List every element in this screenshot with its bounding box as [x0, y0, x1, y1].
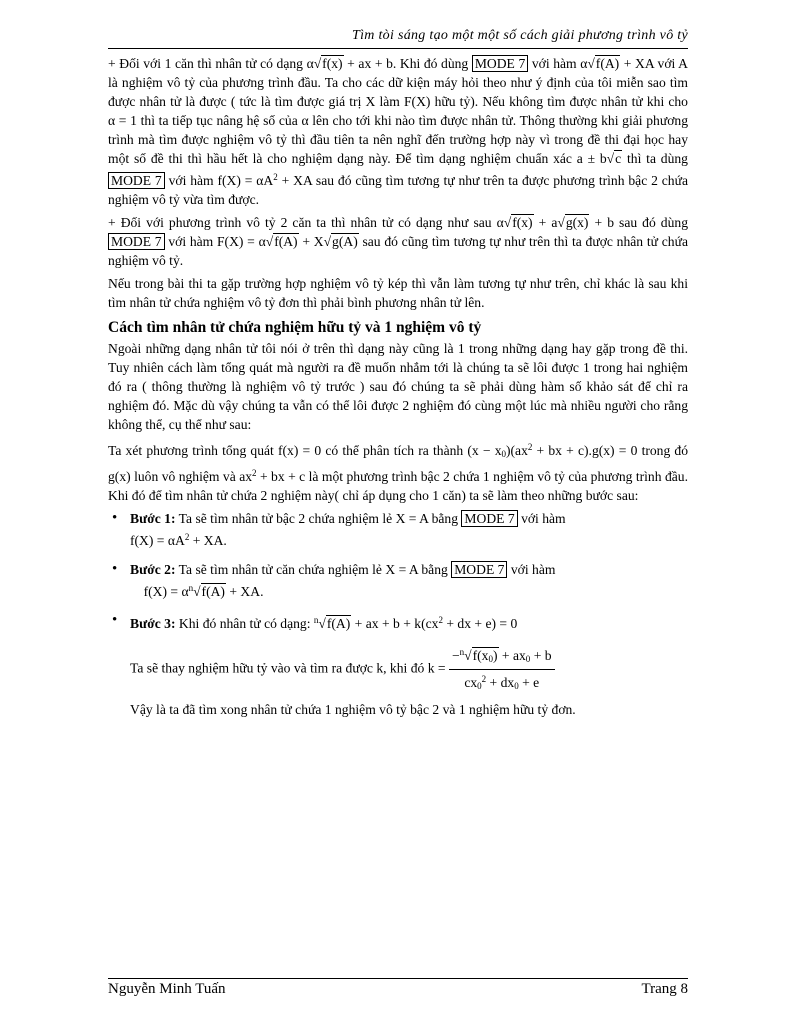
formula-function-two: F(X) = α√f(A) + X√g(A) — [217, 234, 358, 249]
steps-list — [108, 509, 688, 633]
step-3: • Bước 3: Khi đó nhân tử có dạng: $^n$√f(A) + ax + $b + k(cx^2$ + dx + e) = 0 — [108, 611, 688, 633]
page-content — [108, 54, 688, 723]
step-2: • Bước 2: Ta sẽ tìm nhân tử căn chứa nghiệm lẻ X = A bằng MODE 7 với hàm $f(X) = \alpha^n√f(A)$ + XA. — [108, 560, 688, 601]
paragraph-intro: Ngoài những dạng nhân tử tôi nói ở trên thì dạng này cũng là 1 trong những dạng hay gặp trong đề thi. Tuy nhiên cách làm tổng quát mà người ra đề muốn nhắm tới là chúng ta sẽ lôi được 1 trong hai nghiệm đó ra ( thông thường là nghiệm vô tỷ trước ) sau đó chúng ta sẽ phải dùng hàm số khảo sát để chỉ ra nghiệm đó. Mặc dù vậy chúng ta vẫn có thể lôi được 2 nghiệm đó cùng một lúc mà nhiều người cho rằng không thể, cụ thể như sau: — [108, 341, 688, 432]
mode-7-label: MODE 7 — [461, 510, 517, 527]
header-title: Tìm tòi sáng tạo một một số cách giải phương trình vô tỷ — [351, 28, 688, 43]
mode-7-label: MODE 7 — [108, 172, 165, 189]
footer-page-number: Trang 8 — [641, 981, 688, 997]
paragraph-general-equation: Ta xét phương trình tổng quát f(x) = 0 có thể phân tích ra thành $(x - x_0)(ax^2$ + bx + c).g(x) = 0 trong đó g(x) luôn vô nghiệm và $ax^2$ + bx + c là một phương trình bậc 2 chứa 1 nghiệm vô tỷ của phương trình đầu. Khi đó để tìm nhân tử chứa 2 nghiệm này( chỉ áp dụng cho 1 căn) ta sẽ làm theo những bước sau: — [108, 442, 689, 503]
formula-factor-one-root: α√f(x) + ax + b — [306, 56, 393, 71]
formula-root-form: a ± b√c — [576, 151, 622, 166]
formula-factorization: $(x - x_0)(ax^2$ + bx + c).g(x) = 0 — [467, 442, 638, 459]
footer-author: Nguyễn Minh Tuấn — [108, 981, 226, 997]
mode-7-label: MODE 7 — [472, 55, 528, 72]
mode-7-label: MODE 7 — [451, 561, 507, 578]
formula-factor-two-roots: α√f(x) + a√g(x) + b — [496, 215, 614, 230]
section-title: Cách tìm nhân tử chứa nghiệm hữu tỷ và 1 nghiệm vô tỷ — [108, 319, 482, 336]
conclusion: Ta sẽ thay nghiệm hữu tỷ vào và tìm ra được k, khi đó k = $\frac{-^n√f(x_0) + ax_0 + b}{cx_0^2 + dx_0 + e}$ Vậy là ta đã tìm xong nhân tử chứa 1 nghiệm vô tỷ bậc 2 và 1 nghiệm hữu tỷ đơn. — [108, 643, 688, 719]
page-header — [108, 28, 688, 49]
formula-k-fraction: $\frac{-^n√f(x_0) + ax_0 + b}{cx_0^2 + dx_0 + e}$ — [449, 643, 555, 696]
paragraph-two-roots: + Đối với phương trình vô tỷ 2 căn ta thì nhân tử có dạng như sau α√f(x) + a√g(x) + b sau đó dùng MODE 7 với hàm F(X) = α√f(A) + X√g(A) sau đó cũng tìm tương tự như trên thì ta được nhân tử chứa nghiệm vô tỷ. — [108, 215, 688, 268]
paragraph-one-root: + Đối với 1 căn thì nhân tử có dạng α√f(x) + ax + b. Khi đó dùng MODE 7 với hàm α√f(A) + XA với A là nghiệm vô tỷ của phương trình đầu. Ta cho các dữ kiện máy hỏi theo như ý định của tôi miễn sao tìm được nhân tử là được ( tức là tìm được giá trị X làm F(X) hữu tỷ). Nếu không tìm được nhân tử khi cho α = 1 thì ta tiếp tục nâng hệ số của α lên cho tới khi nào tìm được nhân tử. Thông thường khi giải phương trình mà tìm được nghiệm vô tỷ thì đầu tiên ta nên nghĩ đến trường hợp này vì trong đề thi đại học hay một số đề thi thì hầu hết là cho nghiệm dạng này. Để tìm dạng nghiệm chuẩn xác a ± b√c thì ta dùng MODE 7 với hàm $f(X) = \alpha A^2$ + XA sau đó cũng tìm tương tự như trên ta được phương trình bậc 2 chứa nghiệm vô tỷ vừa tìm được. — [108, 56, 688, 207]
step-1: • Bước 1: Ta sẽ tìm nhân tử bậc 2 chứa nghiệm lẻ X = A bằng MODE 7 với hàm $f(X) = \alpha A^2$ + XA. — [108, 509, 688, 550]
formula-quadratic-function: $f(X) = \alpha A^2$ + XA — [217, 172, 313, 188]
formula-factor-form: $^n$√f(A) + ax + $b + k(cx^2$ + dx + e) = 0 — [313, 615, 518, 631]
paragraph-double-root: Nếu trong bài thi ta gặp trường hợp nghiệm vô tỷ kép thì vẫn làm tương tự như trên, chỉ khác là sau khi tìm nhân tử chứa nghiệm vô tỷ đơn thì phải bình phương nhân tử lên. — [108, 276, 688, 310]
mode-7-label: MODE 7 — [108, 233, 165, 250]
formula-function-one: α√f(A) + XA — [580, 56, 654, 71]
page-footer — [108, 978, 688, 1005]
